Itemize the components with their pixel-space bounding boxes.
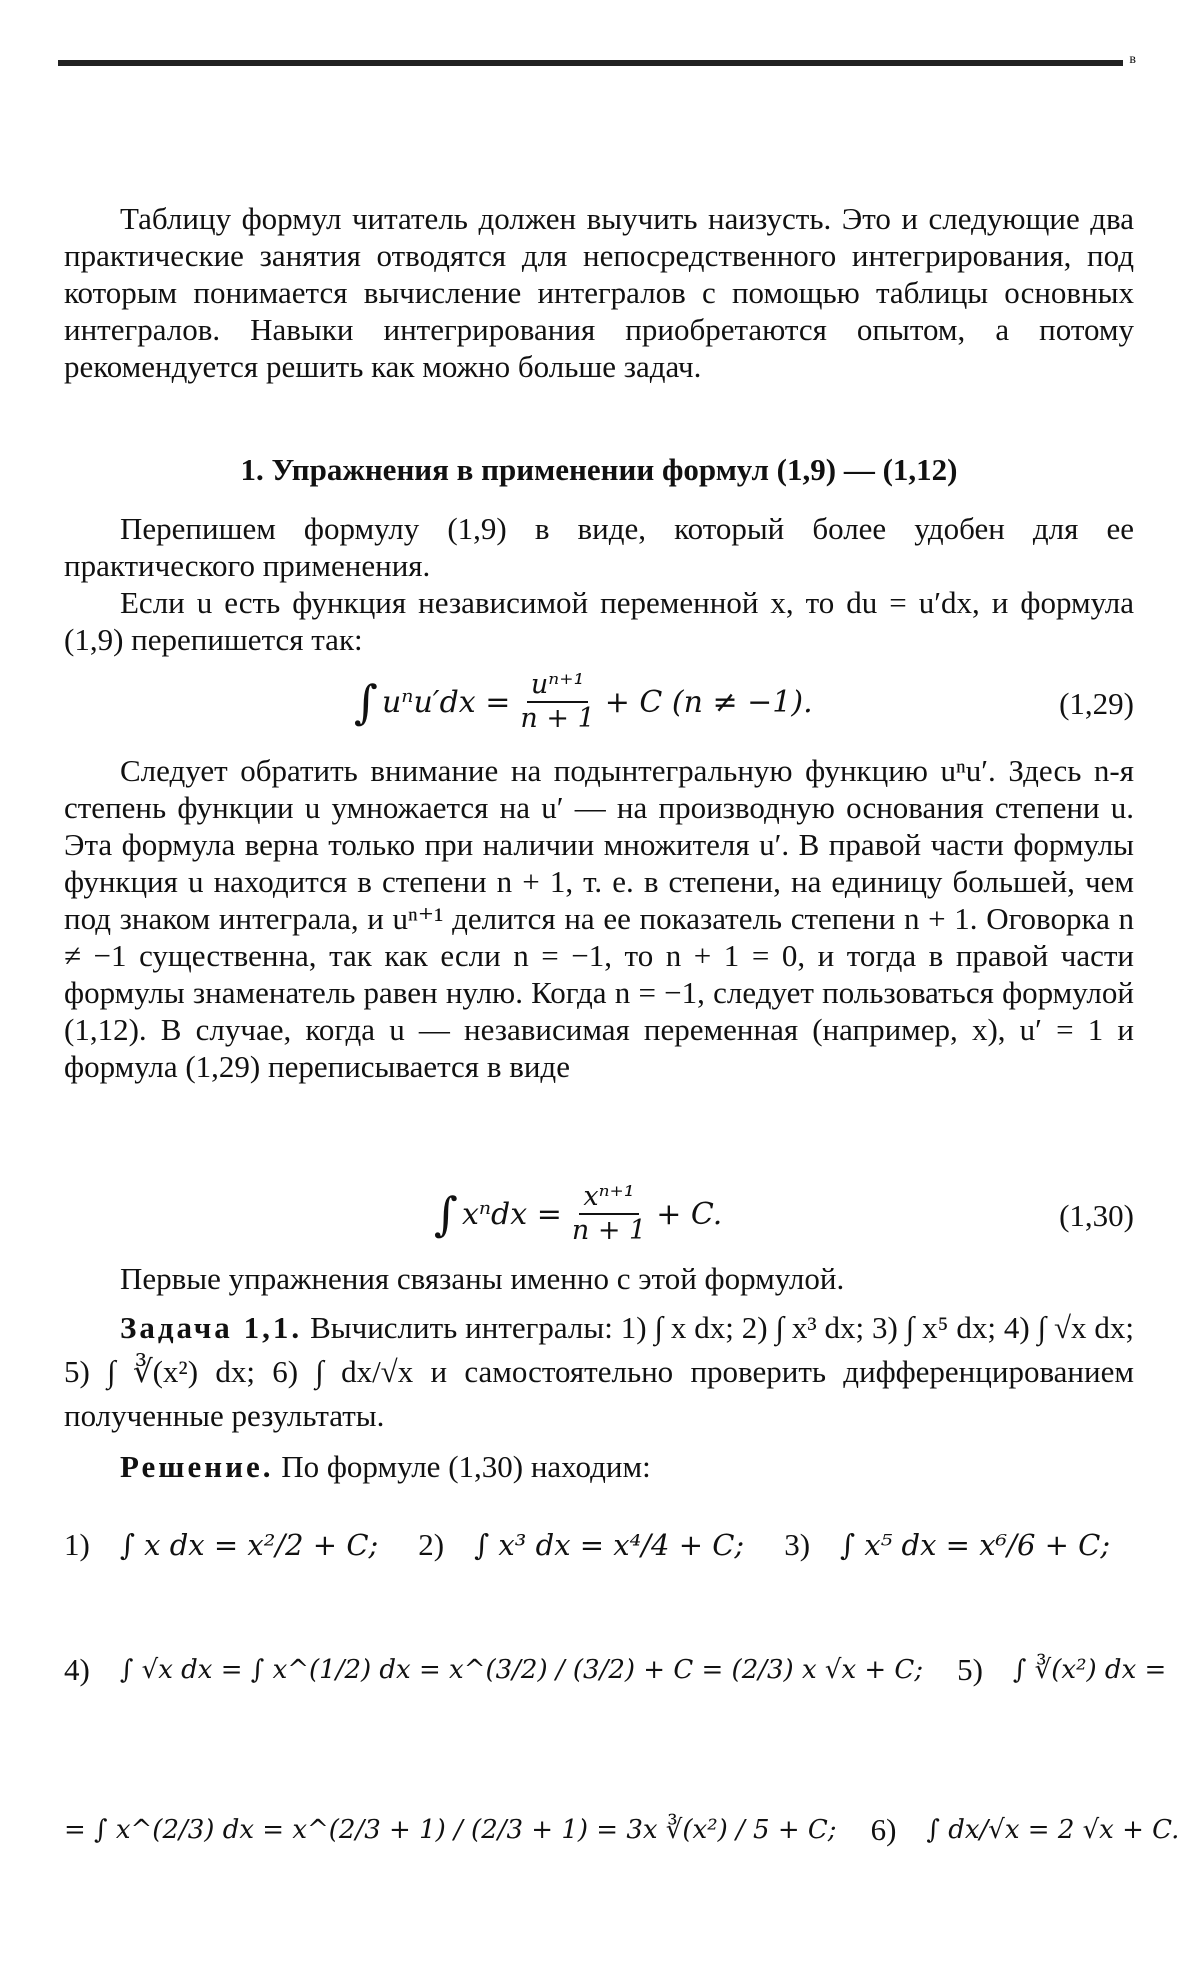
item-number: 6) bbox=[870, 1812, 897, 1847]
paragraph-note: Следует обратить внимание на подынтегральную функцию uⁿu′. Здесь n-я степень функции u умножается на u′ — на производную основания степени u. Эта формула верна только при наличии множителя u′. В правой части формулы функция u находится в степени n + 1, т. е. в степени, на единицу большей, чем под знаком интеграла, и uⁿ⁺¹ делится на ее показатель степени n + 1. Оговорка n ≠ −1 существенна, так как если n = −1, то n + 1 = 0, и тогда в правой части формулы знаменатель равен нулю. Когда n = −1, следует пользоваться формулой (1,12). В случае, когда u — независимая переменная (например, x), u′ = 1 и формула (1,29) переписывается в виде bbox=[64, 753, 1134, 1084]
integral-sign: ∫ bbox=[434, 1187, 458, 1241]
solution-item: ∫ x dx = x²/2 + C; bbox=[119, 1528, 379, 1562]
solution-item: = ∫ x^(2/3) dx = x^(2/3 + 1) / (2/3 + 1) = 3x ∛(x²) / 5 + C; bbox=[64, 1815, 837, 1845]
integral-sign: ∫ bbox=[354, 675, 378, 729]
equation-number: (1,29) bbox=[1059, 686, 1134, 721]
paragraph-if-u: Если u есть функция независимой переменной x, то du = u′dx, и формула (1,9) перепишется так: bbox=[64, 585, 1134, 657]
equation-number: (1,30) bbox=[1059, 1198, 1134, 1233]
paragraph-rewrite: Перепишем формулу (1,9) в виде, который более удобен для ее практического применения. bbox=[64, 511, 1134, 583]
section-heading: 1. Упражнения в применении формул (1,9) — (1,12) bbox=[240, 452, 958, 487]
fraction-numerator: xⁿ⁺¹ bbox=[579, 1181, 638, 1215]
formula-fraction bbox=[516, 669, 598, 735]
item-number: 2) bbox=[418, 1527, 445, 1562]
solutions-line-1 bbox=[64, 1510, 1134, 1580]
formula-integrand: xⁿdx = bbox=[461, 1196, 562, 1232]
formula-tail: + C (n ≠ −1). bbox=[604, 684, 813, 720]
solution-paragraph bbox=[64, 1448, 1134, 1485]
solution-item: ∫ x³ dx = x⁴/4 + C; bbox=[474, 1528, 745, 1562]
solution-item: ∫ ∛(x²) dx = bbox=[1012, 1655, 1167, 1685]
formula-1-30 bbox=[64, 1172, 1134, 1256]
formula-integrand: uⁿu′dx = bbox=[381, 684, 511, 720]
item-number: 5) bbox=[957, 1652, 983, 1687]
fraction-numerator: uⁿ⁺¹ bbox=[527, 669, 588, 703]
formula-1-29 bbox=[64, 660, 1134, 744]
formula-fraction bbox=[568, 1181, 650, 1247]
item-number: 3) bbox=[784, 1527, 811, 1562]
item-number: 1) bbox=[64, 1527, 90, 1562]
formula-tail: + C. bbox=[656, 1196, 723, 1232]
solution-text: По формуле (1,30) находим: bbox=[281, 1449, 651, 1484]
item-number: 4) bbox=[64, 1652, 90, 1687]
fraction-denominator: n + 1 bbox=[520, 703, 595, 734]
task-text: Вычислить интегралы: 1) ∫ x dx; 2) ∫ x³ dx; 3) ∫ x⁵ dx; 4) ∫ √x dx; 5) ∫ ∛(x²) dx; 6) ∫ dx/√x и самостоятельно проверить дифференцированием полученные результаты. bbox=[64, 1310, 1134, 1433]
page-marker: в bbox=[1123, 52, 1136, 67]
solution-item: ∫ dx/√x = 2 √x + C. bbox=[926, 1815, 1180, 1845]
task-label: Задача 1,1. bbox=[120, 1310, 303, 1345]
task-paragraph bbox=[64, 1306, 1134, 1438]
paragraph-first-exercises: Первые упражнения связаны именно с этой формулой. bbox=[120, 1261, 845, 1296]
solution-label: Решение. bbox=[120, 1449, 274, 1484]
solution-item: ∫ x⁵ dx = x⁶/6 + C; bbox=[840, 1528, 1111, 1562]
solutions-line-2 bbox=[64, 1620, 1167, 1720]
running-head bbox=[58, 52, 1136, 80]
fraction-denominator: n + 1 bbox=[571, 1215, 647, 1246]
solution-item: ∫ √x dx = ∫ x^(1/2) dx = x^(3/2) / (3/2) + C = (2/3) x √x + C; bbox=[119, 1655, 924, 1685]
solutions-line-3 bbox=[64, 1780, 1180, 1880]
intro-paragraph: Таблицу формул читатель должен выучить наизусть. Это и следующие два практические занятия отводятся для непосредственного интегрирования, под которым понимается вычисление интегралов с помощью таблицы основных интегралов. Навыки интегрирования приобретаются опытом, а потому рекомендуется решить как можно больше задач. bbox=[64, 201, 1134, 384]
